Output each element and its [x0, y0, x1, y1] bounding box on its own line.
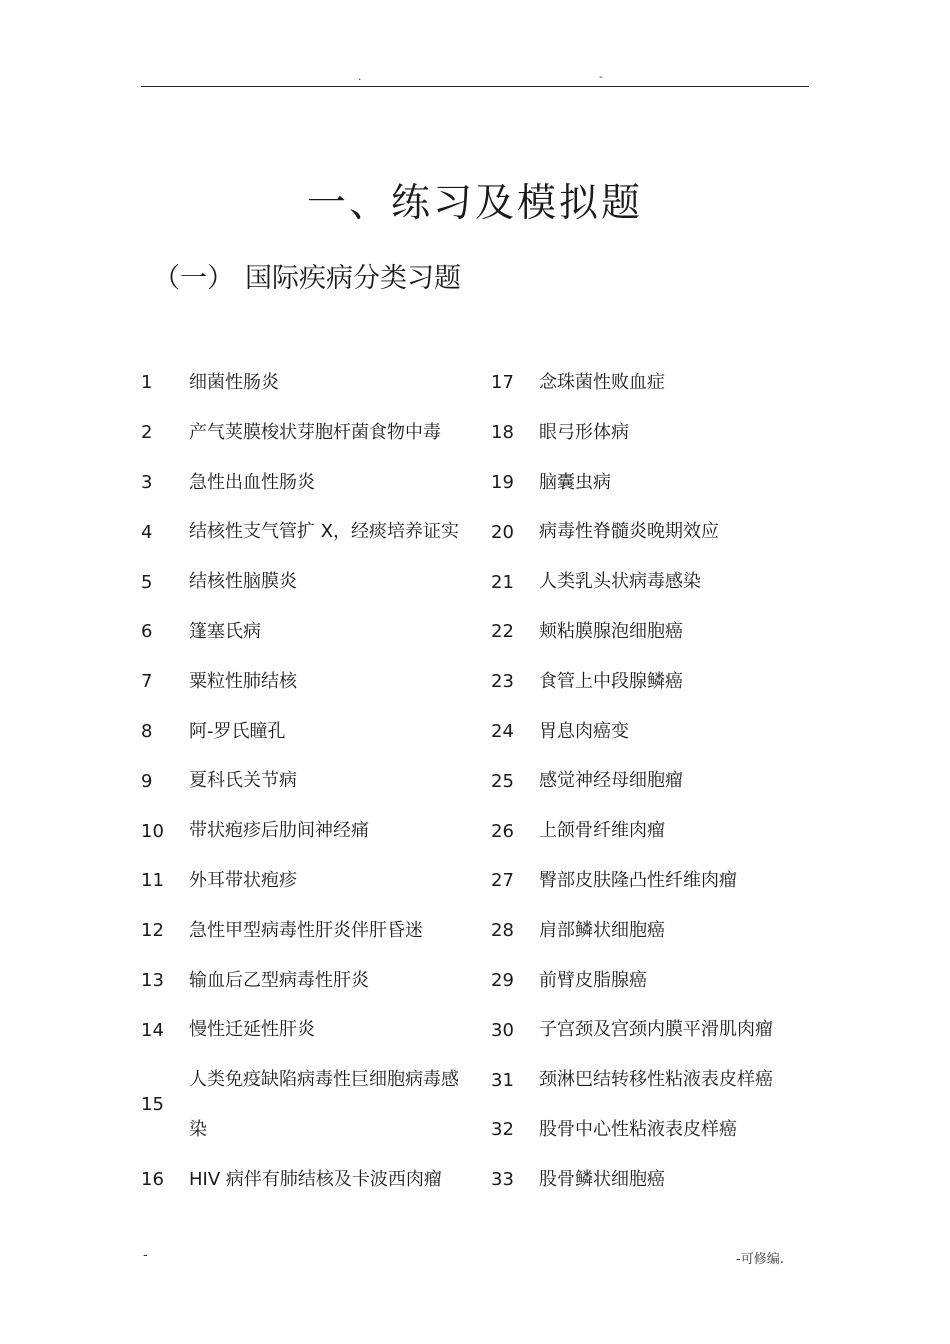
- list-item: [491, 1005, 811, 1055]
- item-number: 27: [491, 870, 514, 892]
- item-text: 颈淋巴结转移性粘液表皮样癌: [539, 1069, 773, 1091]
- item-number: 24: [491, 720, 514, 742]
- item-number: 2: [141, 422, 153, 444]
- list-item: [141, 1005, 486, 1055]
- item-text: 脑囊虫病: [539, 471, 611, 493]
- header-left-mark: .: [358, 70, 362, 83]
- item-number: 14: [141, 1019, 164, 1041]
- item-text: 阿-罗氏瞳孔: [189, 720, 286, 742]
- item-number: 28: [491, 920, 514, 942]
- page-title: 一、练习及模拟题: [306, 181, 643, 226]
- list-item: [491, 756, 811, 806]
- item-number: 23: [491, 671, 514, 693]
- header-rule: [141, 86, 809, 87]
- item-text: 感觉神经母细胞瘤: [539, 770, 683, 792]
- item-number: 26: [491, 820, 514, 842]
- section-heading: [153, 256, 461, 295]
- item-number: 16: [141, 1169, 164, 1191]
- list-item: [141, 707, 486, 757]
- item-text: 人类乳头状病毒感染: [539, 571, 701, 593]
- list-item: [141, 956, 486, 1006]
- section-number: （一）: [153, 263, 234, 294]
- item-number: 15: [141, 1094, 164, 1116]
- list-item: [141, 806, 486, 856]
- item-number: 21: [491, 571, 514, 593]
- item-number: 19: [491, 471, 514, 493]
- list-item: [491, 507, 811, 557]
- item-text: 结核性支气管扩 X，经痰培养证实: [189, 521, 460, 543]
- item-number: 29: [491, 969, 514, 991]
- item-number: 5: [141, 571, 153, 593]
- item-text: 篷塞氏病: [189, 620, 261, 642]
- item-number: 25: [491, 770, 514, 792]
- item-number: 20: [491, 521, 514, 543]
- item-number: 11: [141, 870, 164, 892]
- item-number: 22: [491, 621, 514, 643]
- list-item: [141, 856, 486, 906]
- item-text: 颊粘膜腺泡细胞癌: [539, 620, 683, 642]
- item-text: 胃息肉癌变: [539, 720, 629, 742]
- item-text: 念珠菌性败血症: [539, 372, 665, 393]
- item-number: 4: [141, 521, 153, 543]
- list-item: [491, 856, 811, 906]
- item-text: 子宫颈及宫颈内膜平滑肌肉瘤: [539, 1019, 773, 1041]
- list-item: [141, 756, 486, 806]
- item-text: 臀部皮肤隆凸性纤维肉瘤: [539, 869, 737, 891]
- list-item: [491, 1105, 811, 1155]
- list-item: [491, 707, 811, 757]
- item-number: 33: [491, 1169, 514, 1191]
- section-title: 国际疾病分类习题: [245, 263, 461, 294]
- list-item: [491, 557, 811, 607]
- item-number: 8: [141, 720, 153, 742]
- header-right-mark: -: [599, 70, 603, 83]
- item-text: 带状疱疹后肋间神经痛: [189, 820, 369, 842]
- item-text: 外耳带状疱疹: [189, 869, 297, 891]
- item-text: 股骨鳞状细胞癌: [539, 1168, 665, 1190]
- list-item: [141, 507, 486, 557]
- item-number: 9: [141, 770, 153, 792]
- list-item: [491, 806, 811, 856]
- item-number: 1: [141, 372, 153, 394]
- list-item: [491, 657, 811, 707]
- item-text: 细菌性肠炎: [189, 372, 279, 393]
- list-item: [141, 458, 486, 508]
- item-text-line1: 人类免疫缺陷病毒性巨细胞病毒感: [189, 1069, 459, 1091]
- item-text: 前臂皮脂腺癌: [539, 969, 647, 991]
- list-item: [491, 1155, 811, 1205]
- list-item: [141, 408, 486, 458]
- item-text: 急性甲型病毒性肝炎伴肝昏迷: [189, 919, 423, 941]
- item-text: 结核性脑膜炎: [189, 571, 297, 593]
- item-number: 17: [491, 372, 514, 394]
- item-text: 产气荚膜梭状芽胞杆菌食物中毒: [189, 421, 441, 443]
- left-column-list: [141, 358, 486, 1205]
- item-number: 18: [491, 422, 514, 444]
- item-text: 输血后乙型病毒性肝炎: [189, 969, 369, 991]
- item-text: 夏科氏关节病: [189, 770, 297, 792]
- item-number: 3: [141, 471, 153, 493]
- item-text: 上颌骨纤维肉瘤: [539, 820, 665, 842]
- item-text: 粟粒性肺结核: [189, 670, 297, 692]
- list-item: [491, 1055, 811, 1105]
- item-text: 股骨中心性粘液表皮样癌: [539, 1118, 737, 1140]
- list-item: [141, 607, 486, 657]
- footer-editable-note: -可修编.: [736, 1252, 784, 1267]
- right-column-list: [491, 358, 811, 1205]
- list-item: [491, 906, 811, 956]
- item-text: 肩部鳞状细胞癌: [539, 919, 665, 941]
- item-number: 6: [141, 621, 153, 643]
- item-text: HIV 病伴有肺结核及卡波西肉瘤: [189, 1168, 442, 1190]
- list-item: [491, 358, 811, 408]
- footer-left-mark: -: [143, 1248, 148, 1263]
- item-number: 31: [491, 1069, 514, 1091]
- item-text: 食管上中段腺鳞癌: [539, 670, 683, 692]
- item-text: 病毒性脊髓炎晚期效应: [539, 521, 719, 543]
- item-text: 急性出血性肠炎: [189, 471, 315, 493]
- list-item: [491, 607, 811, 657]
- item-number: 10: [141, 820, 164, 842]
- list-item: [491, 458, 811, 508]
- item-number: 12: [141, 920, 164, 942]
- item-text: 慢性迁延性肝炎: [189, 1019, 315, 1041]
- list-item: [141, 557, 486, 607]
- list-item: [141, 657, 486, 707]
- item-number: 30: [491, 1019, 514, 1041]
- list-item: [491, 956, 811, 1006]
- list-item: [141, 906, 486, 956]
- list-item: [141, 358, 486, 408]
- item-text-wrapped: [189, 1055, 486, 1155]
- list-item: [141, 1155, 486, 1205]
- item-number: 13: [141, 969, 164, 991]
- item-number: 32: [491, 1119, 514, 1141]
- item-text-line2: 染: [189, 1118, 207, 1140]
- item-text: 眼弓形体病: [539, 421, 629, 443]
- list-item: [491, 408, 811, 458]
- list-item: [141, 1055, 486, 1155]
- item-number: 7: [141, 671, 153, 693]
